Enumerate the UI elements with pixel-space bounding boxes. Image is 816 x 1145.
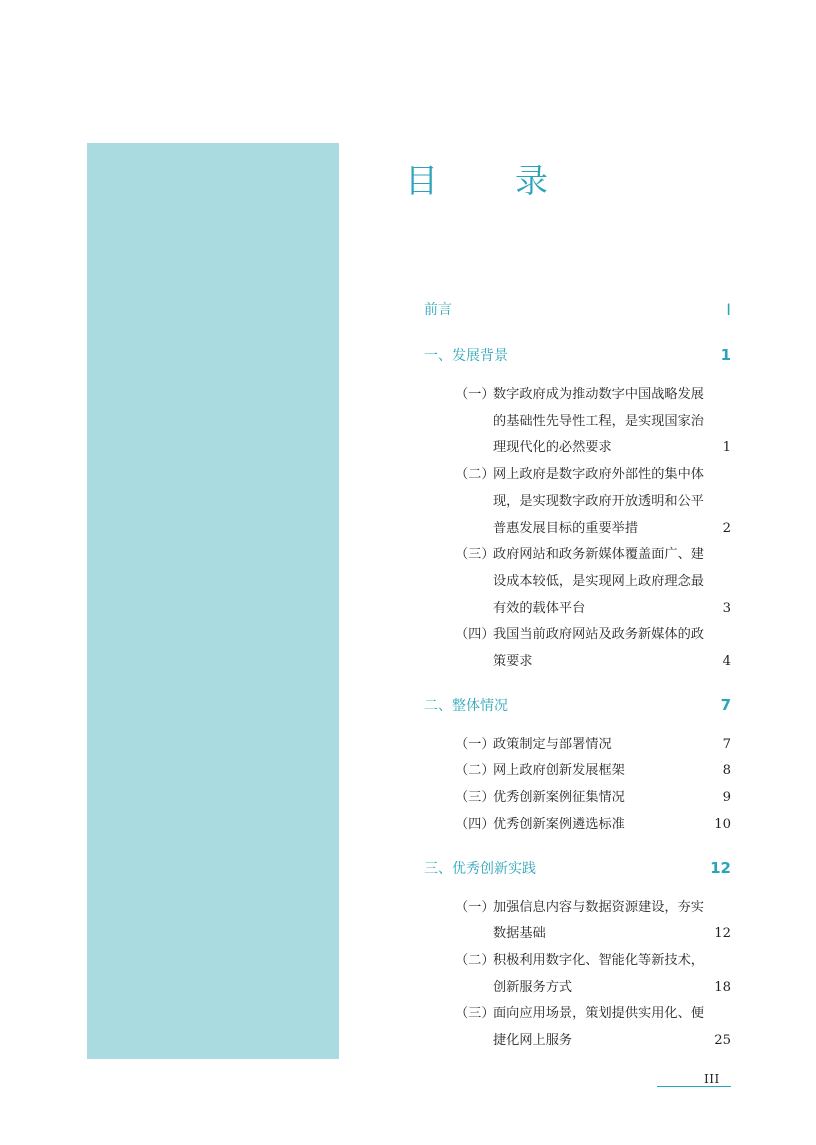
toc-section xyxy=(424,292,731,326)
entry-page-number: 25 xyxy=(714,1033,731,1049)
entry-marker: （三） xyxy=(455,1006,495,1022)
toc-section-heading[interactable] xyxy=(424,688,731,722)
section-heading-text: 前言 xyxy=(424,302,452,318)
entry-text-line: 优秀创新案例征集情况 xyxy=(493,790,625,806)
entry-page-number: 3 xyxy=(722,600,731,616)
decorative-teal-panel xyxy=(87,143,339,1059)
toc-entry[interactable] xyxy=(424,732,731,759)
toc-entry[interactable] xyxy=(424,542,731,622)
entry-text-line: 捷化网上服务 xyxy=(493,1033,573,1049)
toc-entry[interactable] xyxy=(424,785,731,812)
entry-page-number: 12 xyxy=(714,926,731,942)
entry-page-number: 1 xyxy=(722,440,731,456)
entry-text-line: 政府网站和政务新媒体覆盖面广、建 xyxy=(493,547,704,563)
section-page-number: 12 xyxy=(710,858,731,877)
entry-text-line: 面向应用场景，策划提供实用化、便 xyxy=(493,1006,704,1022)
entry-text-line: 网上政府是数字政府外部性的集中体 xyxy=(493,467,704,483)
page-title: 目 录 xyxy=(405,161,570,200)
section-heading-text: 二、整体情况 xyxy=(424,697,508,714)
toc-section xyxy=(424,688,731,839)
entry-text-line: 数据基础 xyxy=(493,926,546,942)
entry-marker: （一） xyxy=(455,387,495,402)
entry-text-line: 创新服务方式 xyxy=(493,979,573,995)
entry-marker: （一） xyxy=(455,899,495,915)
section-page-number: 1 xyxy=(720,346,731,364)
entry-marker: （二） xyxy=(455,952,495,968)
entry-text-line: 政策制定与部署情况 xyxy=(493,736,612,752)
page-number: III xyxy=(704,1072,720,1086)
entry-text-line: 积极利用数字化、智能化等新技术， xyxy=(493,952,704,968)
section-heading-text: 一、发展背景 xyxy=(424,348,508,364)
entry-text-line: 加强信息内容与数据资源建设，夯实 xyxy=(493,899,704,915)
page-footer-rule xyxy=(657,1086,731,1087)
entry-text-line: 数字政府成为推动数字中国战略发展 xyxy=(493,387,704,402)
entry-text-line: 设成本较低，是实现网上政府理念最 xyxy=(493,573,704,589)
entry-text-line: 的基础性先导性工程，是实现国家治 xyxy=(493,413,704,429)
toc-entry[interactable] xyxy=(424,948,731,1001)
entry-text-line: 现，是实现数字政府开放透明和公平 xyxy=(493,493,704,509)
table-of-contents xyxy=(424,292,731,1055)
toc-entry[interactable] xyxy=(424,1001,731,1054)
entry-page-number: 9 xyxy=(722,790,731,806)
entry-page-number: 2 xyxy=(722,520,731,536)
section-heading-text: 三、优秀创新实践 xyxy=(424,860,536,877)
entry-page-number: 8 xyxy=(722,763,731,779)
entry-text-line: 普惠发展目标的重要举措 xyxy=(493,520,639,536)
toc-section-heading[interactable] xyxy=(424,338,731,372)
entry-marker: （一） xyxy=(455,736,495,752)
toc-entry[interactable] xyxy=(424,895,731,948)
toc-section-heading[interactable] xyxy=(424,851,731,885)
entry-marker: （四） xyxy=(455,627,495,643)
entry-marker: （二） xyxy=(455,467,495,483)
entry-text-line: 策要求 xyxy=(493,654,533,670)
toc-section xyxy=(424,338,731,676)
entry-page-number: 10 xyxy=(714,816,731,832)
entry-marker: （三） xyxy=(455,790,495,806)
entry-text-line: 我国当前政府网站及政务新媒体的政 xyxy=(493,627,704,643)
toc-entry[interactable] xyxy=(424,462,731,542)
section-page-number: I xyxy=(726,299,731,319)
toc-section xyxy=(424,851,731,1055)
toc-entry[interactable] xyxy=(424,382,731,462)
entry-text-line: 有效的载体平台 xyxy=(493,600,586,616)
toc-entry[interactable] xyxy=(424,622,731,675)
entry-text-line: 理现代化的必然要求 xyxy=(493,440,612,456)
toc-entry[interactable] xyxy=(424,812,731,839)
toc-section-heading[interactable] xyxy=(424,292,731,326)
entry-marker: （三） xyxy=(455,547,495,563)
entry-page-number: 18 xyxy=(714,979,731,995)
toc-entry[interactable] xyxy=(424,758,731,785)
section-page-number: 7 xyxy=(720,695,731,714)
entry-marker: （四） xyxy=(455,816,495,832)
entry-marker: （二） xyxy=(455,763,495,779)
entry-text-line: 优秀创新案例遴选标准 xyxy=(493,816,625,832)
entry-text-line: 网上政府创新发展框架 xyxy=(493,763,625,779)
entry-page-number: 7 xyxy=(722,736,731,752)
entry-page-number: 4 xyxy=(722,654,731,670)
